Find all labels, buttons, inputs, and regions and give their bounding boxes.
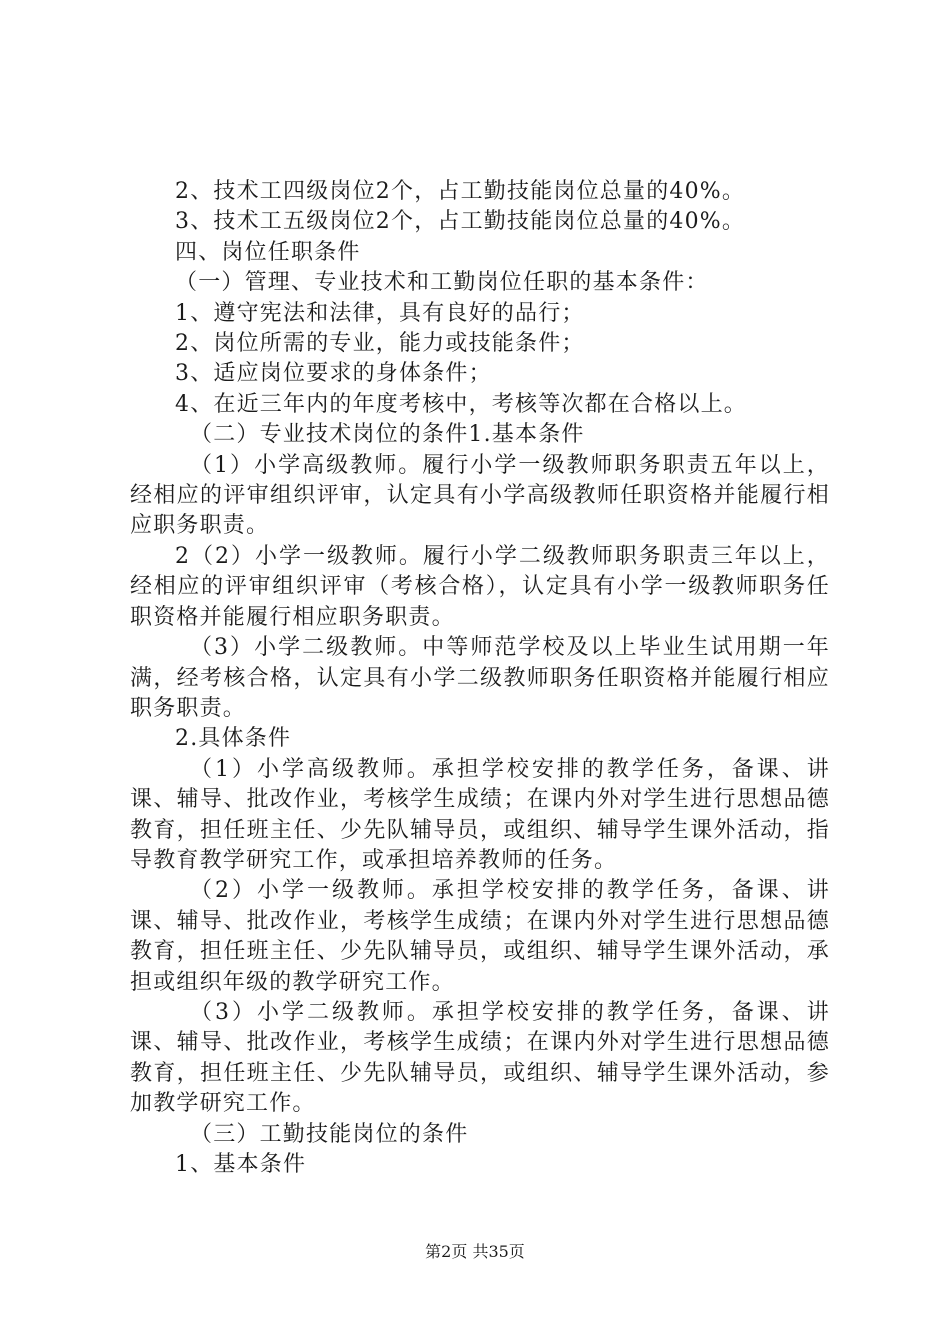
paragraph: 2、岗位所需的专业，能力或技能条件；	[175, 331, 585, 357]
paragraph: （1）小学高级教师。承担学校安排的教学任务，备课、讲课、辅导、批改作业，考核学生成绩；在课内外对学生进行思想品德教育，担任班主任、少先队辅导员，或组织、辅导学生课外活动，指导教育教学研究工作，或承担培养教师的任务。	[130, 756, 830, 873]
paragraph: 2（2）小学一级教师。履行小学二级教师职务职责三年以上，经相应的评审组织评审（考核合格），认定具有小学一级教师职务任职资格并能履行相应职务职责。	[130, 543, 830, 630]
paragraph: 1、遵守宪法和法律，具有良好的品行；	[175, 300, 585, 326]
paragraph: 4、在近三年内的年度考核中，考核等次都在合格以上。	[175, 391, 747, 417]
section-heading: 四、岗位任职条件	[175, 239, 361, 265]
paragraph: 2、技术工四级岗位2个，占工勤技能岗位总量的40%。	[175, 179, 746, 204]
paragraph: 1、基本条件	[175, 1152, 307, 1177]
paragraph: （3）小学二级教师。承担学校安排的教学任务，备课、讲课、辅导、批改作业，考核学生成绩；在课内外对学生进行思想品德教育，担任班主任、少先队辅导员，或组织、辅导学生课外活动，参加教学研究工作。	[130, 999, 830, 1117]
subsection-heading: （三）工勤技能岗位的条件	[190, 1121, 469, 1147]
paragraph: 3、适应岗位要求的身体条件；	[175, 361, 492, 387]
subsection-heading: （二）专业技术岗位的条件1.基本条件	[190, 422, 585, 448]
page-footer: 第2页 共35页	[425, 1242, 525, 1261]
document-body	[130, 177, 830, 1180]
paragraph: （2）小学一级教师。承担学校安排的教学任务，备课、讲课、辅导、批改作业，考核学生成绩；在课内外对学生进行思想品德教育，担任班主任、少先队辅导员，或组织、辅导学生课外活动，承担或组织年级的教学研究工作。	[130, 878, 830, 995]
subsection-heading: （一）管理、专业技术和工勤岗位任职的基本条件：	[175, 270, 709, 296]
subsection-heading: 2.具体条件	[175, 726, 292, 752]
paragraph: （3）小学二级教师。中等师范学校及以上毕业生试用期一年满，经考核合格，认定具有小学二级教师职务任职资格并能履行相应职务职责。	[130, 635, 830, 721]
paragraph: （1）小学高级教师。履行小学一级教师职务职责五年以上，经相应的评审组织评审，认定具有小学高级教师任职资格并能履行相应职务职责。	[130, 452, 830, 539]
paragraph: 3、技术工五级岗位2个，占工勤技能岗位总量的40%。	[175, 209, 746, 235]
